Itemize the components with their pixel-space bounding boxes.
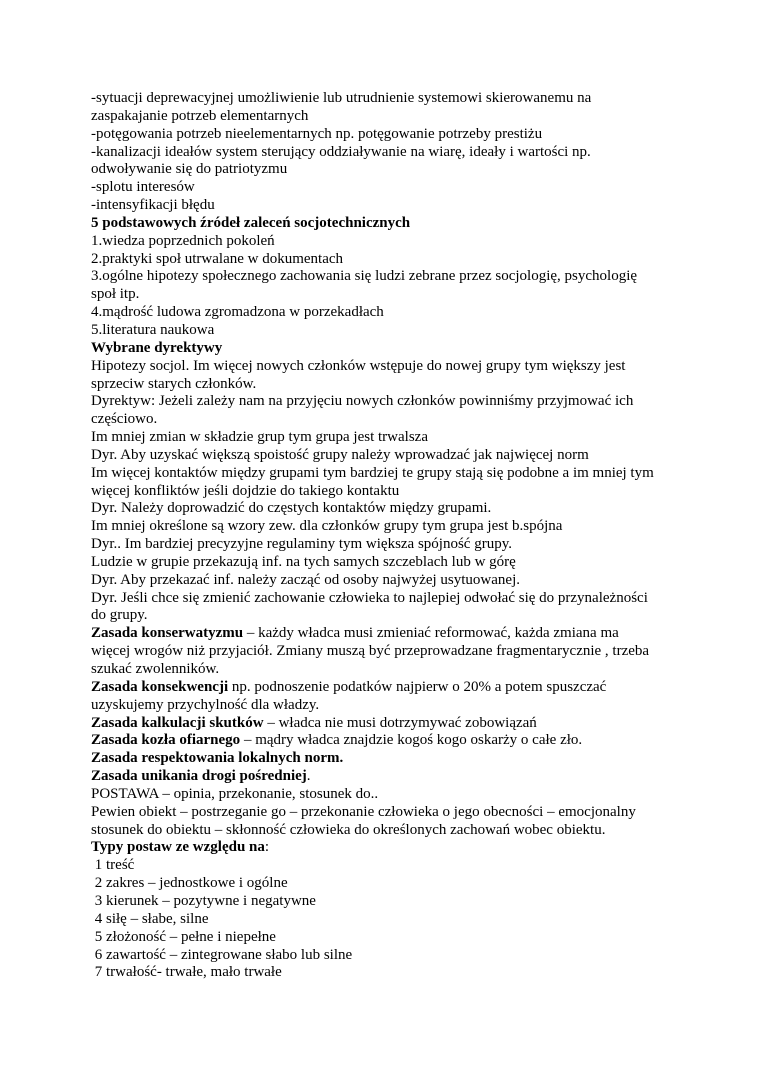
- rule-konsekwencji: [91, 679, 681, 697]
- text-line: więcej konfliktów jeśli dojdzie do takiego kontaktu: [91, 482, 400, 499]
- list-item: 2 zakres – jednostkowe i ogólne: [91, 875, 288, 892]
- list-item: 7 trwałość- trwałe, mało trwałe: [91, 964, 282, 981]
- text-line: uzyskujemy przychylność dla władzy.: [91, 696, 320, 713]
- text-line: Pewien obiekt – postrzeganie go – przekonanie człowieka o jego obecności – emocjonalny: [91, 803, 636, 820]
- text-line: -kanalizacji ideałów system sterujący oddziaływanie na wiarę, ideały i wartości np.: [91, 143, 591, 160]
- list-item: 3.ogólne hipotezy społecznego zachowania się ludzi zebrane przez socjologię, psychologię: [91, 268, 638, 285]
- text-line: Dyr. Należy doprowadzić do częstych kontaktów między grupami.: [91, 500, 492, 517]
- rule-respektowania-norm: Zasada respektowania lokalnych norm.: [91, 750, 344, 767]
- list-item: 4 siłę – słabe, silne: [91, 910, 209, 927]
- text-line: Dyr. Aby przekazać inf. należy zacząć od osoby najwyżej usytuowanej.: [91, 571, 520, 588]
- rule-kalkulacji-skutkow: [91, 715, 681, 733]
- text-line: Dyr. Jeśli chce się zmienić zachowanie człowieka to najlepiej odwołać się do przynależności: [91, 589, 648, 606]
- rule-kozla-ofiarnego: [91, 732, 681, 750]
- rule-name: Zasada kozła ofiarnego: [91, 732, 241, 749]
- list-item: 1 treść: [91, 857, 135, 874]
- rule-name: Zasada unikania drogi pośredniej: [91, 768, 307, 785]
- rule-name: Zasada konsekwencji: [91, 678, 229, 695]
- text-line: sprzeciw starych członków.: [91, 375, 257, 392]
- text-line: więcej wrogów niż przyjaciół. Zmiany muszą być przeprowadzane fragmentarycznie , trzeba: [91, 643, 650, 660]
- text-line: Hipotezy socjol. Im więcej nowych członków wstępuje do nowej grupy tym większy jest: [91, 357, 626, 374]
- text-line: POSTAWA – opinia, przekonanie, stosunek do..: [91, 785, 379, 802]
- text-line: -intensyfikacji błędu: [91, 197, 215, 214]
- text-line: Im mniej określone są wzory zew. dla członków grupy tym grupa jest b.spójna: [91, 518, 563, 535]
- list-item: 5 złożoność – pełne i niepełne: [91, 928, 276, 945]
- text-line: Dyrektyw: Jeżeli zależy nam na przyjęciu nowych członków powinniśmy przyjmować ich: [91, 393, 634, 410]
- document-page: [91, 90, 681, 982]
- text-line: stosunek do obiektu – skłonność człowieka do określonych zachowań wobec obiektu.: [91, 821, 606, 838]
- list-item: 4.mądrość ludowa zgromadzona w porzekadłach: [91, 304, 384, 321]
- rule-name: Zasada kalkulacji skutków: [91, 714, 264, 731]
- rule-name: Zasada konserwatyzmu: [91, 625, 244, 642]
- text-line: Ludzie w grupie przekazują inf. na tych samych szczeblach lub w górę: [91, 553, 516, 570]
- rule-unikania-drogi: [91, 768, 681, 786]
- text-line: -splotu interesów: [91, 179, 195, 196]
- section-heading: Wybrane dyrektywy: [91, 339, 223, 356]
- text-line: Dyr.. Im bardziej precyzyjne regulaminy tym większa spójność grupy.: [91, 536, 512, 553]
- text-line: -potęgowania potrzeb nieelementarnych np. potęgowanie potrzeby prestiżu: [91, 125, 543, 142]
- types-heading: [91, 839, 681, 857]
- text-line: częściowo.: [91, 411, 158, 428]
- rule-description: – każdy władca musi zmieniać reformować, każda zmiana ma: [243, 625, 619, 642]
- rule-punctuation: .: [306, 768, 311, 785]
- text-line: zaspakajanie potrzeb elementarnych: [91, 107, 309, 124]
- list-item: 1.wiedza poprzednich pokoleń: [91, 232, 275, 249]
- section-heading: 5 podstawowych źródeł zaleceń socjotechnicznych: [91, 214, 411, 231]
- section-heading: Typy postaw ze względu na: [91, 839, 265, 856]
- list-item: 5.literatura naukowa: [91, 321, 215, 338]
- heading-colon: :: [264, 839, 270, 856]
- rule-konserwatyzmu: [91, 625, 681, 643]
- list-item: społ itp.: [91, 286, 140, 303]
- text-line: odwoływanie się do patriotyzmu: [91, 161, 288, 178]
- text-line: do grupy.: [91, 607, 148, 624]
- text-line: Im mniej zmian w składzie grup tym grupa jest trwalsza: [91, 429, 428, 446]
- list-item: 3 kierunek – pozytywne i negatywne: [91, 892, 316, 909]
- list-item: 6 zawartość – zintegrowane słabo lub silne: [91, 946, 353, 963]
- text-line: Dyr. Aby uzyskać większą spoistość grupy należy wprowadzać jak najwięcej norm: [91, 446, 589, 463]
- list-item: 2.praktyki społ utrwalane w dokumentach: [91, 250, 344, 267]
- text-line: -sytuacji deprewacyjnej umożliwienie lub utrudnienie systemowi skierowanemu na: [91, 90, 592, 106]
- rule-description: – władca nie musi dotrzymywać zobowiązań: [263, 714, 537, 731]
- text-line: szukać zwolenników.: [91, 661, 220, 677]
- text-line: Im więcej kontaktów między grupami tym bardziej te grupy stają się podobne a im mniej tym: [91, 464, 654, 481]
- rule-description: – mądry władca znajdzie kogoś kogo oskarży o całe zło.: [240, 732, 583, 749]
- rule-description: np. podnoszenie podatków najpierw o 20% a potem spuszczać: [228, 678, 607, 695]
